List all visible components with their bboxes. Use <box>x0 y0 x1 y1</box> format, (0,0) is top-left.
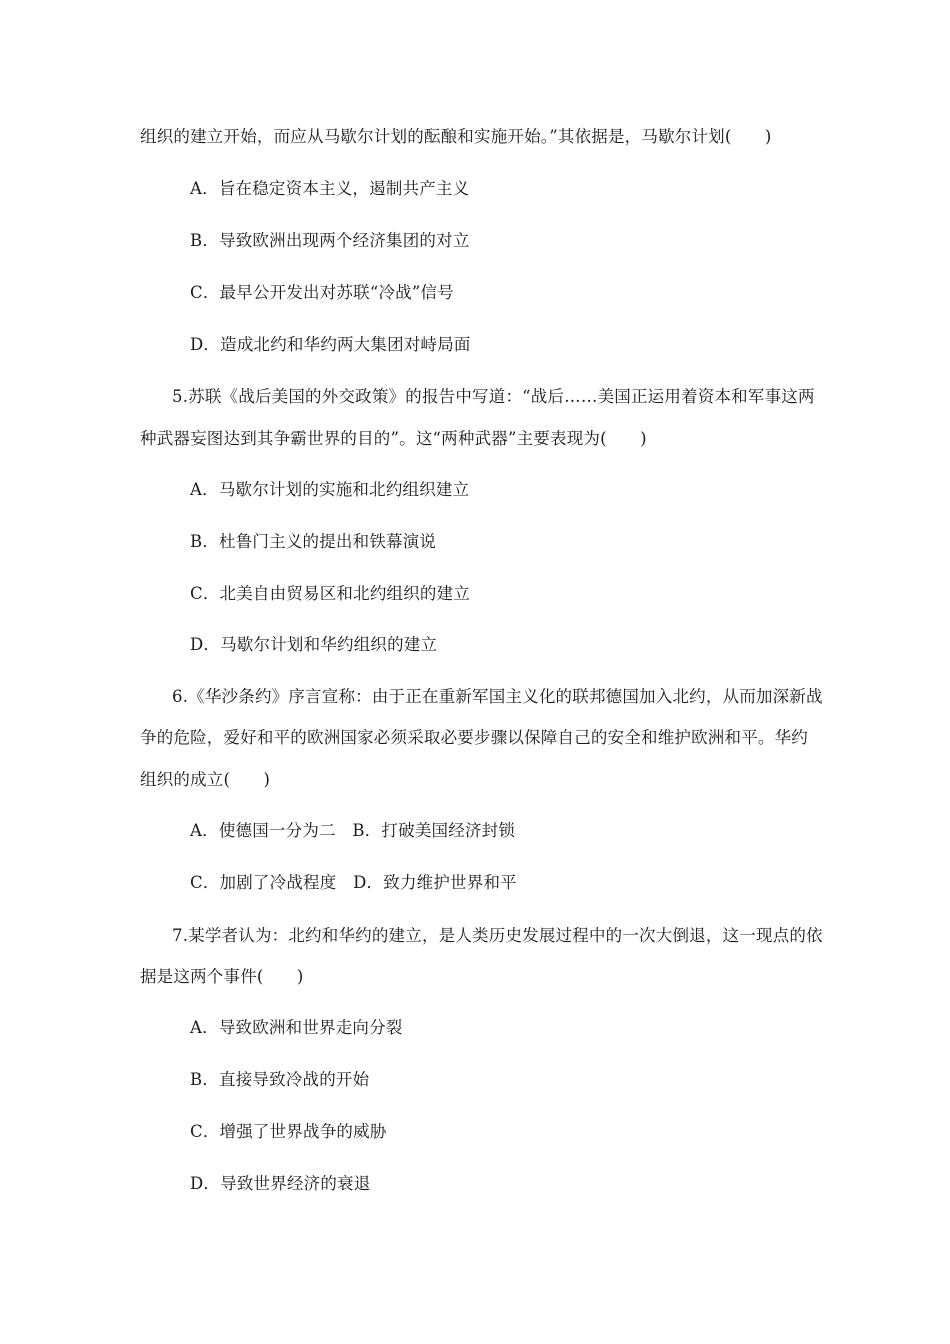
q5-option-b: B．杜鲁门主义的提出和铁幕演说 <box>190 532 437 551</box>
q7-option-b: B．直接导致冷战的开始 <box>190 1070 370 1089</box>
q4-option-d: D．造成北约和华约两大集团对峙局面 <box>190 335 471 354</box>
q6-stem-line-1: 6.《华沙条约》序言宣称：由于正在重新军国主义化的联邦德国加入北约，从而加深新战 <box>172 687 823 706</box>
q4-option-a: A．旨在稳定资本主义，遏制共产主义 <box>190 179 470 198</box>
q4-stem-line: 组织的建立开始，而应从马歇尔计划的酝酿和实施开始。”其依据是，马歇尔计划( ) <box>140 127 772 146</box>
q4-option-c: C．最早公开发出对苏联“冷战”信号 <box>190 283 454 302</box>
q4-option-b: B．导致欧洲出现两个经济集团的对立 <box>190 231 470 250</box>
q7-option-a: A．导致欧洲和世界走向分裂 <box>190 1018 403 1037</box>
q7-stem-line-1: 7.某学者认为：北约和华约的建立，是人类历史发展过程中的一次大倒退，这一现点的依 <box>172 926 823 945</box>
q5-stem-line-1: 5.苏联《战后美国的外交政策》的报告中写道：“战后……美国正运用着资本和军事这两 <box>172 387 815 406</box>
q5-option-a: A．马歇尔计划的实施和北约组织建立 <box>190 480 470 499</box>
q7-stem-line-2: 据是这两个事件( ) <box>140 967 304 986</box>
q7-option-d: D．导致世界经济的衰退 <box>190 1174 371 1193</box>
q6-options-row-2: C．加剧了冷战程度 D．致力维护世界和平 <box>190 873 517 892</box>
q5-option-d: D．马歇尔计划和华约组织的建立 <box>190 635 438 654</box>
q6-options-row-1: A．使德国一分为二 B．打破美国经济封锁 <box>190 821 516 840</box>
q5-stem-line-2: 种武器妄图达到其争霸世界的目的”。这“两种武器”主要表现为( ) <box>140 429 647 448</box>
q7-option-c: C．增强了世界战争的威胁 <box>190 1122 387 1141</box>
q6-stem-line-3: 组织的成立( ) <box>140 770 271 789</box>
q6-stem-line-2: 争的危险，爱好和平的欧洲国家必须采取必要步骤以保障自己的安全和维护欧洲和平。华约 <box>140 728 808 747</box>
q5-option-c: C．北美自由贸易区和北约组织的建立 <box>190 584 471 603</box>
